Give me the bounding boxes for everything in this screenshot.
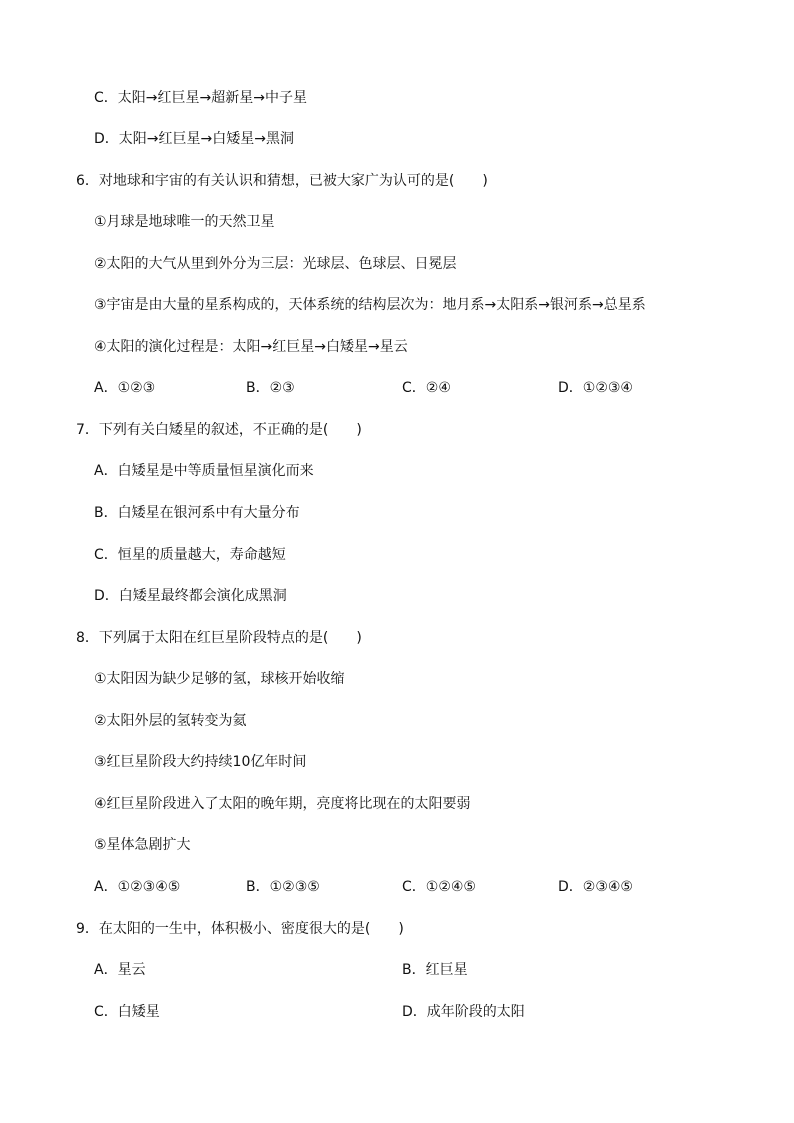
q9-option-c: C．白矮星 (94, 1004, 160, 1020)
q6-option-b: B．②③ (246, 380, 295, 396)
q8-item-2: ②太阳外层的氢转变为氦 (94, 713, 247, 729)
q8-option-b: B．①②③⑤ (246, 879, 320, 895)
q6-item-3: ③宇宙是由大量的星系构成的，天体系统的结构层次为：地月系→太阳系→银河系→总星系 (94, 297, 646, 313)
q8-item-4: ④红巨星阶段进入了太阳的晚年期，亮度将比现在的太阳要弱 (94, 796, 471, 812)
q8-item-5: ⑤星体急剧扩大 (94, 837, 191, 853)
q8-option-d: D．②③④⑤ (558, 879, 633, 895)
q6-option-d: D．①②③④ (558, 380, 633, 396)
question-8-stem: 8．下列属于太阳在红巨星阶段特点的是( ) (76, 630, 362, 646)
q9-option-b: B．红巨星 (402, 962, 468, 978)
option-c: C．太阳→红巨星→超新星→中子星 (94, 90, 307, 106)
q9-option-a: A．星云 (94, 962, 146, 978)
q7-option-d: D．白矮星最终都会演化成黑洞 (94, 588, 287, 604)
q8-item-3: ③红巨星阶段大约持续10亿年时间 (94, 754, 307, 770)
q8-option-a: A．①②③④⑤ (94, 879, 181, 895)
q7-option-c: C．恒星的质量越大，寿命越短 (94, 547, 286, 563)
q6-item-1: ①月球是地球唯一的天然卫星 (94, 214, 275, 230)
question-9-stem: 9．在太阳的一生中，体积极小、密度很大的是( ) (76, 921, 404, 937)
option-d: D．太阳→红巨星→白矮星→黑洞 (94, 131, 294, 147)
q7-option-a: A．白矮星是中等质量恒星演化而来 (94, 463, 314, 479)
q6-option-a: A．①②③ (94, 380, 156, 396)
q8-option-c: C．①②④⑤ (402, 879, 476, 895)
question-7-stem: 7．下列有关白矮星的叙述，不正确的是( ) (76, 422, 362, 438)
q6-item-2: ②太阳的大气从里到外分为三层：光球层、色球层、日冕层 (94, 256, 457, 272)
question-6-stem: 6．对地球和宇宙的有关认识和猜想，已被大家广为认可的是( ) (76, 173, 488, 189)
q9-option-d: D．成年阶段的太阳 (402, 1004, 525, 1020)
q7-option-b: B．白矮星在银河系中有大量分布 (94, 505, 300, 521)
q6-item-4: ④太阳的演化过程是：太阳→红巨星→白矮星→星云 (94, 339, 408, 355)
q6-option-c: C．②④ (402, 380, 451, 396)
q8-item-1: ①太阳因为缺少足够的氢，球核开始收缩 (94, 671, 345, 687)
